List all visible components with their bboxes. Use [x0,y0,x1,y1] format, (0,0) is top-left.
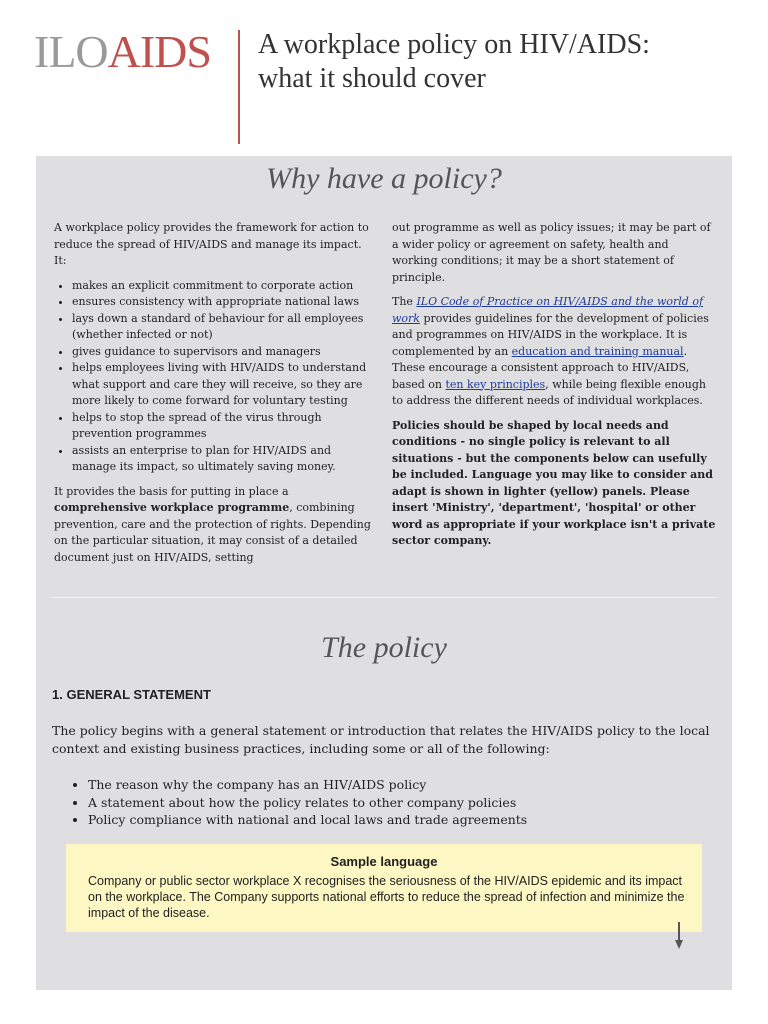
list-item: • ensures consistency with appropriate national laws [72,294,376,311]
sample-language-text: Company or public sector workplace X recognises the seriousness of the HIV/AIDS epidemic and its impact on the workplace. The Company supports national efforts to reduce the spread of infection and minimize the impact of the disease. [88,874,685,920]
iloaids-logo [34,28,211,76]
list-item: • gives guidance to supervisors and managers [72,344,376,361]
page-title [258,28,758,96]
page-header [0,0,768,150]
training-manual-link[interactable]: education and training manual [511,344,684,358]
list-item: • assists an enterprise to plan for HIV/AIDS and manage its impact, so ultimately saving money. [72,443,376,476]
general-statement-list [52,776,752,829]
list-item: • helps employees living with HIV/AIDS to understand what support and care they will receive, so they are more likely to come forward for voluntary testing [72,360,376,410]
list-item: • Policy compliance with national and local laws and trade agreements [88,811,752,829]
list-item: • lays down a standard of behaviour for all employees (whether infected or not) [72,311,376,344]
sample-language-box [66,844,702,932]
policy-heading: The policy [321,631,447,664]
page-title-line1: A workplace policy on HIV/AIDS: [258,29,650,60]
list-item: • makes an explicit commitment to corporate action [72,278,376,295]
why-code-paragraph: The ILO Code of Practice on HIV/AIDS and the world of work provides guidelines for the development of policies and programmes on HIV/AIDS in the workplace. It is complemented by an education and training manual. These encourage a consistent approach to HIV/AIDS, based on ten key principles, while being flexible enough to address the different needs of individual workplaces. [392,295,709,407]
arrow-down-icon[interactable] [674,922,684,950]
content-panel [36,156,732,990]
section-divider [52,597,716,598]
general-statement-intro: The policy begins with a general statement or introduction that relates the HIV/AIDS policy to the local context and existing business practices, including some or all of the following: [52,723,710,756]
why-continuation: out programme as well as policy issues; it may be part of a wider policy or agreement on safety, health and working conditions; it may be a short statement of principle. [392,221,711,284]
why-right-column [392,220,716,558]
key-principles-link[interactable]: ten key principles [445,377,546,391]
why-intro: A workplace policy provides the framework for action to reduce the spread of HIV/AIDS and manage its impact. It: [54,221,369,267]
list-item: • A statement about how the policy relates to other company policies [88,794,752,812]
header-divider [238,30,240,144]
code-of-practice-link[interactable]: ILO Code of Practice on HIV/AIDS and the world of work [392,295,704,325]
page-title-line2: what it should cover [258,63,486,94]
why-basis: It provides the basis for putting in place a comprehensive workplace programme, combining prevention, care and the protection of rights. Depending on the particular situation, it may consist of a detailed document just on HIV/AIDS, setting [54,484,371,564]
why-heading: Why have a policy? [266,162,502,195]
why-left-column [54,220,376,574]
logo-aids: AIDS [107,26,211,77]
list-item: • The reason why the company has an HIV/AIDS policy [88,776,752,794]
why-bold-note: Policies should be shaped by local needs and conditions - no single policy is relevant to all situations - but the components below can usefully be included. Language you may like to consider and adapt is shown in lighter (yellow) panels. Please insert 'Ministry', 'department', 'hospital' or other word as appropriate if your workplace isn't a private sector company. [392,418,716,547]
sample-language-title: Sample language [330,854,438,869]
general-statement-heading: 1. GENERAL STATEMENT [52,687,211,702]
why-bullet-list [54,278,376,476]
logo-ilo: ILO [34,26,108,77]
list-item: • helps to stop the spread of the virus through prevention programmes [72,410,376,443]
